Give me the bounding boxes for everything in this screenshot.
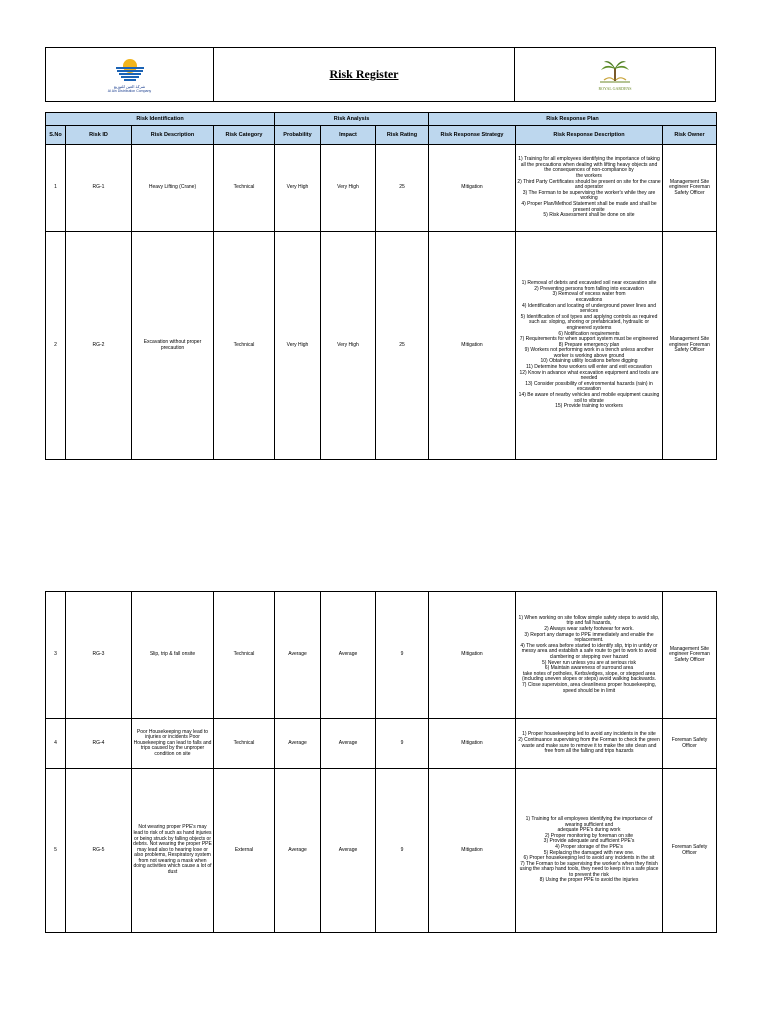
document-header — [45, 47, 716, 102]
palm-tree-icon — [598, 58, 632, 88]
col-response-strategy: Risk Response Strategy — [429, 126, 516, 145]
al-ain-distribution-logo: شركة العين للتوزيع Al Ain Distribution Company — [46, 48, 214, 101]
table-row: 3 RG-3 Slip, trip & fall onsite Technical Average Average 9 Mitigation 1) When working on site follow simple safety steps to avoid slip, trip and fall hazards, 2) Always wear safety footwear for work. 3) Report any damage to PPE immediately and enable the replacement. 4) The work area before started to identify slip, trip in untidy or messy area and establish a safe route to get to work to avoid clambering or stepping over hazard 5) Never run unless you are at serious risk 6) Maintain awareness of surround area take notes of potholes, Kerbs/edges, slope, or stepped area (including uneven slopes or steps) avoid walking backwards. 7) Close supervision, area cleanliness proper housekeeping, speed should be in limit Management Site engineer Foreman Safety Officer — [46, 592, 717, 719]
sun-waves-icon — [112, 57, 148, 83]
page-title: Risk Register — [329, 67, 399, 81]
col-risk-rating: Risk Rating — [376, 126, 429, 145]
group-risk-response-plan: Risk Response Plan — [429, 113, 717, 126]
royal-gardens-logo: ROYAL GARDENS — [515, 48, 715, 101]
col-probability: Probability — [275, 126, 321, 145]
table-row: 4 RG-4 Poor Housekeeping may lead to injuries or incidents Poor Housekeeping can lead to falls and trips caused by the unproper condition on site Technical Average Average 9 Mitigation 1) Proper housekeeping led to avoid any incidents in the site 2) Continuance supervising from the Forman to check the green waste and make sure to remove it to make the site clean and free from all the falling and trips hazards Foreman Safety Officer — [46, 719, 717, 769]
col-response-description: Risk Response Description — [516, 126, 663, 145]
col-risk-description: Risk Description — [132, 126, 214, 145]
col-sno: S.No — [46, 126, 66, 145]
table-row: 2 RG-2 Excavation without proper precaution Technical Very High Very High 25 Mitigation 1) Removal of debris and excavated soil near excavation site 2) Preventing persons from falling into excavation 3) Removal of excess water from excavations 4) Identification and locating of underground power lines and services 5) Identification of soil types and applying controls as required such as: sloping, shoring or prefabricated, hydraulic or engineered systems 6) Notification requirements 7) Requirements for when support system must be engineered 8) Prepare emergency plan 9) Workers not performing work in a trench unless another worker is working above ground 10) Obtaining utility locations before digging 11) Determine how workers will enter and exit excavation 12) Know in advance what excavation equipment and tools are needed 13) Consider possibility of environmental hazards (rain) in excavation 14) Be aware of nearby vehicles and mobile equipment causing soil to vibrate 15) Provide training to workers Management Site engineer Foreman Safety Officer — [46, 232, 717, 460]
table-row: 5 RG-5 Not wearing proper PPE's may lead to risk of such as hand injuries or being struck by falling objects or debris. Not wearing the proper PPE may lead also to hearing lose or also problems, Respiratory system from not wearing a mask when doing activities which cause a lot of dust External Average Average 9 Mitigation 1) Training for all employees identifying the importance of wearing sufficient and adequate PPE's during work 2) Proper monitoring by foreman on site 3) Provide adequate and sufficient PPE's 4) Proper storage of the PPE's 5) Replacing the damaged with new one. 6) Proper housekeeping led to avoid any incidents in the sit 7) The Forman to be supervising the worker's when they finish using the sharp hand tools, they need to keep it in a safe place to prevent the risk 8) Using the proper PPE to avoid the injuries Foreman Safety Officer — [46, 769, 717, 933]
risk-register-table-continued — [45, 591, 717, 933]
group-risk-identification: Risk Identification — [46, 113, 275, 126]
table-row: 1 RG-1 Heavy Lifting (Crane) Technical Very High Very High 25 Mitigation 1) Training for all employees identifying the importance of taking all the precautions when dealing with lifting heavy objects and the consequences of non-compliance by the workers 2) Third Party Certificates should be present on site for the crane and operator 3) The Forman to be supervising the worker's while they are working 4) Proper Plan/Method Statement shall be made and shall be present onsite 5) Risk Assessment shall be done on site Management Site engineer Foreman Safety Officer — [46, 145, 717, 232]
col-risk-owner: Risk Owner — [663, 126, 717, 145]
col-impact: Impact — [321, 126, 376, 145]
risk-register-table — [45, 112, 717, 460]
col-risk-id: Risk ID — [66, 126, 132, 145]
group-risk-analysis: Risk Analysis — [275, 113, 429, 126]
col-risk-category: Risk Category — [214, 126, 275, 145]
